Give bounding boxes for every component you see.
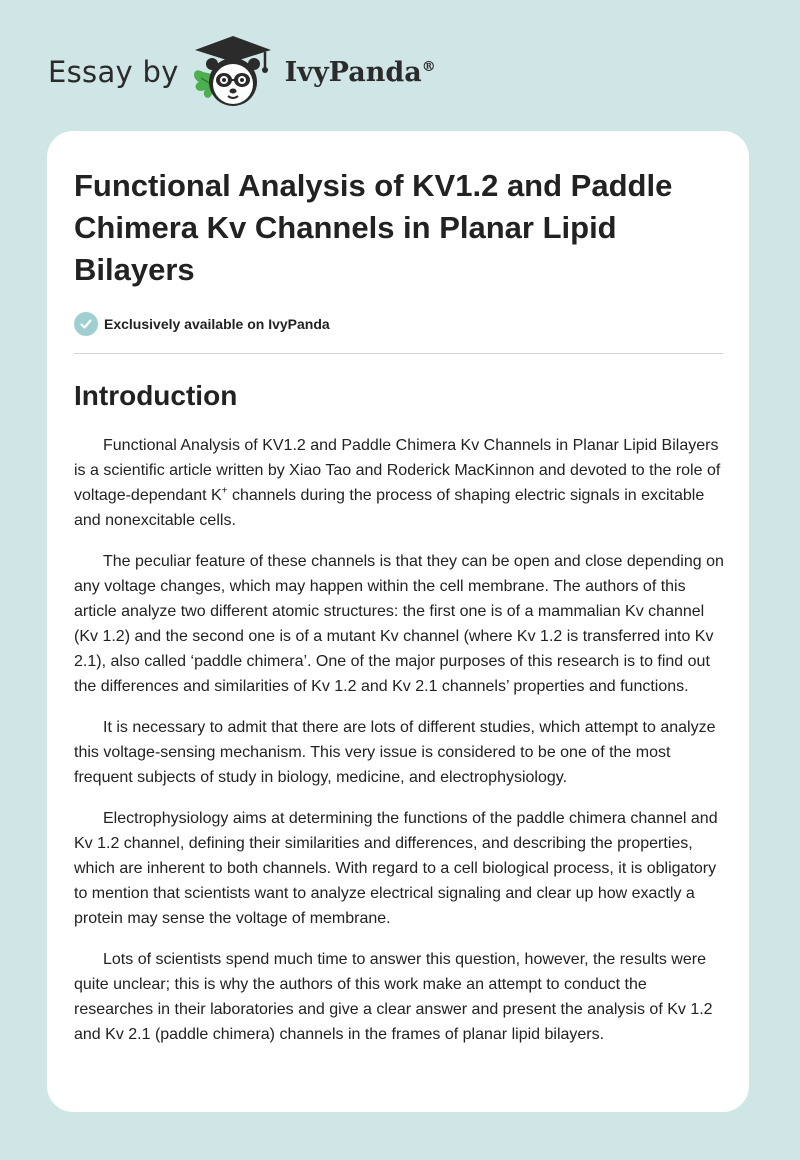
section-heading-introduction: Introduction xyxy=(74,380,238,411)
paragraph-1: Functional Analysis of KV1.2 and Paddle Chimera Kv Channels in Planar Lipid Bilayers is a scientific article written by Xiao Tao and Roderick MacKinnon and devoted to the role of voltage-dependant K+ channels during the process of shaping electric signals in excitable and nonexcitable cells. xyxy=(74,437,721,529)
article-body xyxy=(74,433,724,1047)
divider xyxy=(74,353,723,354)
superscript-plus: + xyxy=(221,485,228,497)
check-circle-icon xyxy=(74,312,98,336)
article-title: Functional Analysis of KV1.2 and Paddle Chimera Kv Channels in Planar Lipid Bilayers xyxy=(74,168,673,287)
badge-text: Exclusively available on IvyPanda xyxy=(104,316,330,332)
paragraph-4: Electrophysiology aims at determining the functions of the paddle chimera channel and Kv 1.2 channel, defining their similarities and differences, and describing the properties, which are inherent to both channels. With regard to a cell biological process, it is obligatory to mention that scientists want to analyze electrical signaling and clear up how exactly a protein may sense the voltage of membrane. xyxy=(74,810,718,927)
paragraph-3: It is necessary to admit that there are lots of different studies, which attempt to analyze this voltage-sensing mechanism. This very issue is considered to be one of the most frequent subjects of study in biology, medicine, and electrophysiology. xyxy=(74,719,716,786)
exclusive-badge xyxy=(74,312,722,336)
essay-by-label: Essay by xyxy=(48,55,179,89)
panda-graduation-cap-icon xyxy=(185,32,281,112)
brand-name: IvyPanda® xyxy=(284,56,436,88)
registered-mark: ® xyxy=(421,58,436,75)
paragraph-2: The peculiar feature of these channels is that they can be open and close depending on any voltage changes, which may happen within the cell membrane. The authors of this article analyze two different atomic structures: the first one is of a mammalian Kv channel (Kv 1.2) and the second one is of a mutant Kv channel (where Kv 1.2 is transferred into Kv 2.1), also called ‘paddle chimera’. One of the major purposes of this research is to find out the differences and similarities of Kv 1.2 and Kv 2.1 channels’ properties and functions. xyxy=(74,553,724,695)
paragraph-5: Lots of scientists spend much time to answer this question, however, the results were quite unclear; this is why the authors of this work make an attempt to conduct the researches in their laboratories and give a clear answer and present the analysis of Kv 1.2 and Kv 2.1 (paddle chimera) channels in the frames of planar lipid bilayers. xyxy=(74,951,713,1043)
essay-card xyxy=(47,131,749,1112)
brand-header[interactable] xyxy=(48,32,436,112)
